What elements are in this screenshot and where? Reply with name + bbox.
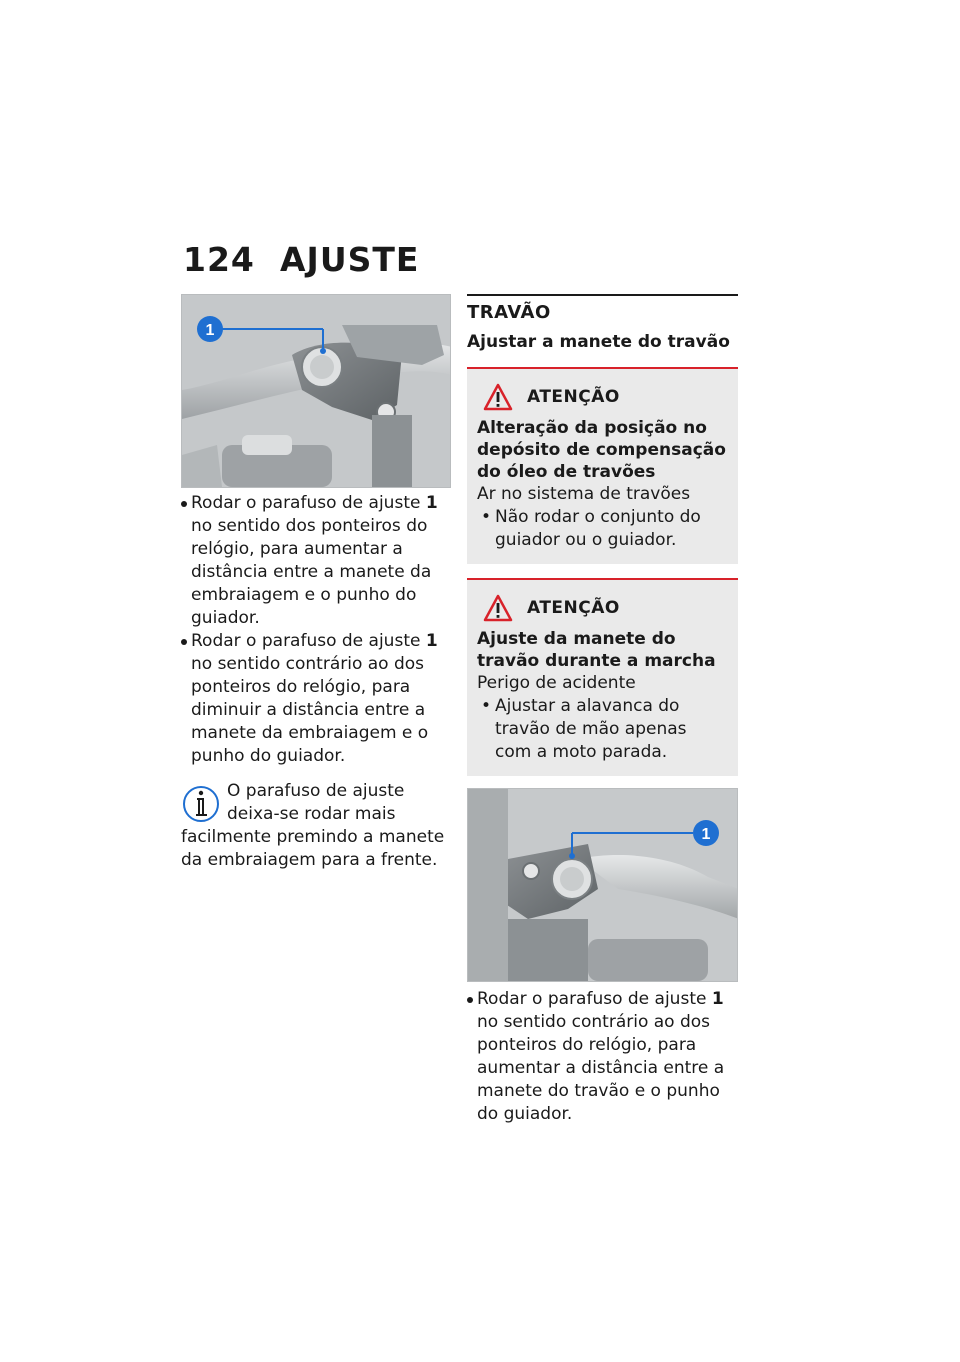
right-column <box>467 294 738 1126</box>
list-item: Rodar o parafuso de ajuste 1 no sentido contrário ao dos ponteiros do relógio, para diminuir a distância entre a manete da embraiagem e o punho do guiador. <box>181 630 451 768</box>
page-number: 124 <box>183 240 255 279</box>
callout-label: 1 <box>205 322 215 339</box>
warning-label: ATENÇÃO <box>527 597 620 618</box>
warning-title: Alteração da posição no depósito de compensação do óleo de travões <box>477 418 726 482</box>
warning-consequence: Perigo de acidente <box>477 673 636 693</box>
brake-lever-illustration <box>468 789 738 981</box>
warning-box <box>467 367 738 564</box>
page-header <box>183 240 419 279</box>
section-title: TRAVÃO <box>467 294 738 323</box>
right-bullet-list <box>467 988 738 1126</box>
bullet-dot-icon <box>181 639 187 645</box>
warning-box <box>467 578 738 776</box>
warning-triangle-icon <box>483 383 513 411</box>
warning-consequence: Ar no sistema de travões <box>477 484 691 504</box>
left-column <box>181 294 451 872</box>
list-item: Rodar o parafuso de ajuste 1 no sentido dos ponteiros do relógio, para aumentar a distância entre a manete da embraiagem e o punho do guiador. <box>181 492 451 630</box>
bullet-dot-icon <box>181 501 187 507</box>
left-bullet-list <box>181 492 451 768</box>
info-icon <box>181 782 221 826</box>
brake-lever-figure <box>467 788 738 982</box>
callout-label: 1 <box>701 826 711 843</box>
subsection-title: Ajustar a manete do travão <box>467 332 730 352</box>
clutch-lever-figure <box>181 294 451 488</box>
warning-action: • Não rodar o conjunto do guiador ou o guiador. <box>477 506 728 552</box>
list-item: Rodar o parafuso de ajuste 1 no sentido contrário ao dos ponteiros do relógio, para aumentar a distância entre a manete do travão e o punho do guiador. <box>467 988 738 1126</box>
warning-triangle-icon <box>483 594 513 622</box>
chapter-title: AJUSTE <box>280 240 420 279</box>
warning-label: ATENÇÃO <box>527 386 620 407</box>
bullet-dot-icon <box>467 997 473 1003</box>
info-note: O parafuso de ajuste deixa-se rodar mais facilmente premindo a manete da embraiagem para a frente. <box>181 781 445 870</box>
clutch-lever-illustration <box>182 295 451 487</box>
warning-title: Ajuste da manete do travão durante a marcha <box>477 629 716 671</box>
warning-action: • Ajustar a alavanca do travão de mão apenas com a moto parada. <box>477 695 728 764</box>
